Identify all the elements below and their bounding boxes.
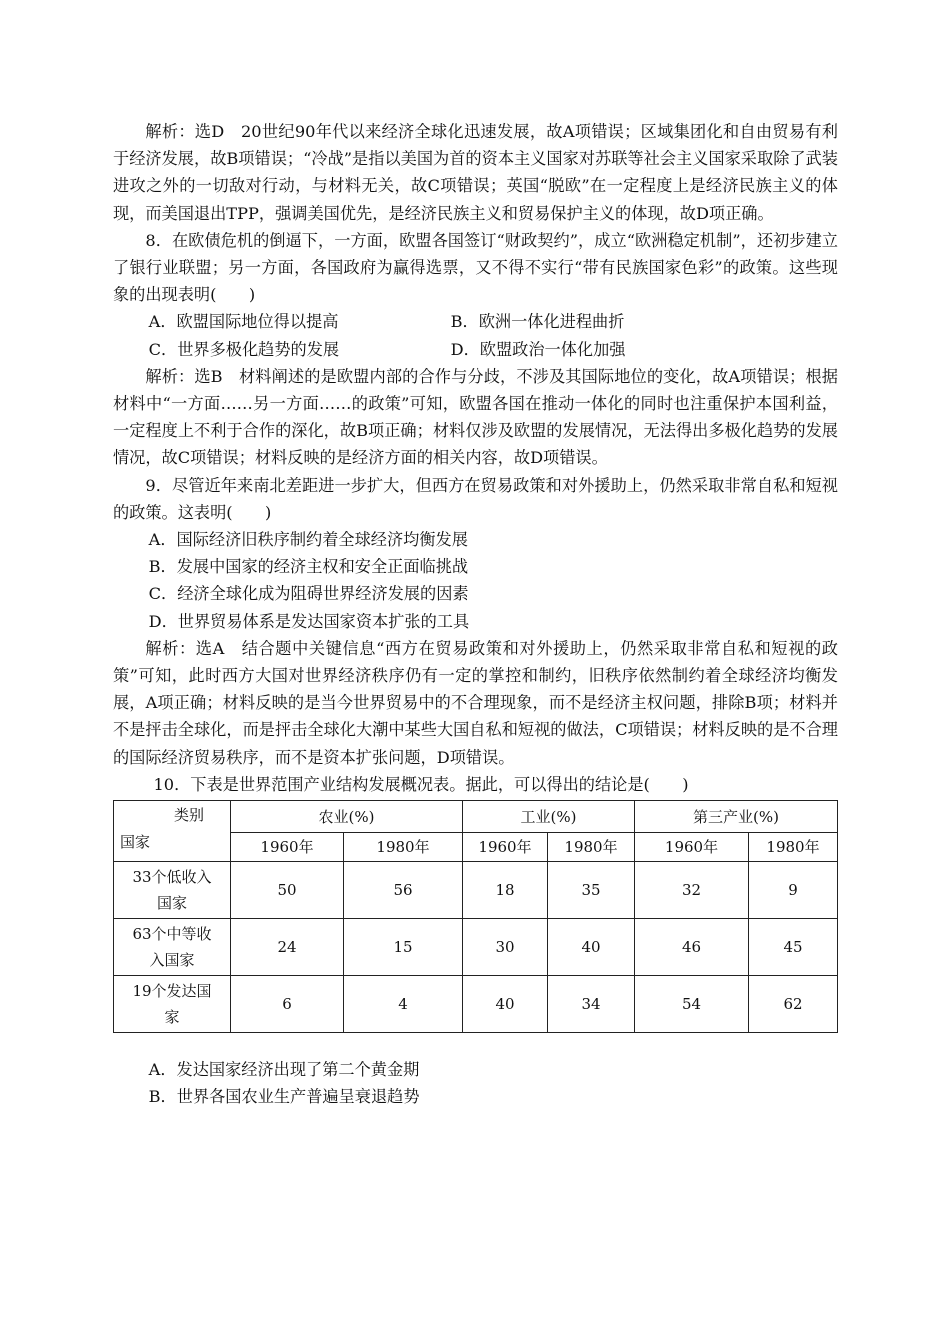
q10-option-b: B．世界各国农业生产普遍呈衰退趋势 <box>148 1087 420 1107</box>
table-row <box>114 862 838 919</box>
group-header-agriculture: 农业(%) <box>231 801 463 833</box>
corner-category-label: 类别 <box>173 806 204 825</box>
table-cell: 35 <box>548 862 635 919</box>
year-header: 1980年 <box>344 832 463 861</box>
year-header: 1980年 <box>749 832 838 861</box>
q8-options <box>113 308 838 362</box>
table-cell: 24 <box>231 919 344 976</box>
year-header: 1960年 <box>231 832 344 861</box>
table-cell: 50 <box>231 862 344 919</box>
table-cell: 45 <box>749 919 838 976</box>
table-cell: 15 <box>344 919 463 976</box>
q9-option-a: A．国际经济旧秩序制约着全球经济均衡发展 <box>148 530 468 550</box>
row-label: 63个中等收 入国家 <box>114 919 231 976</box>
q8-option-c: C．世界多极化趋势的发展 <box>148 339 340 359</box>
table-row <box>114 976 838 1033</box>
q8-option-d: D．欧盟政治一体化加强 <box>450 339 626 359</box>
table-cell: 56 <box>344 862 463 919</box>
group-header-tertiary: 第三产业(%) <box>635 801 838 833</box>
table-cell: 62 <box>749 976 838 1033</box>
q7-analysis: 解析：选D 20世纪90年代以来经济全球化迅速发展，故A项错误；区域集团化和自由贸易有利于经济发展，故B项错误；“冷战”是指以美国为首的资本主义国家对苏联等社会主义国家采取除了武装进攻之外的一切敌对行动，与材料无关，故C项错误；英国“脱欧”在一定程度上是经济民族主义的体现，而美国退出TPP，强调美国优先，是经济民族主义和贸易保护主义的体现，故D项正确。 <box>113 122 838 223</box>
industry-structure-table <box>113 800 838 1033</box>
q10-options <box>113 1056 838 1110</box>
q8-analysis: 解析：选B 材料阐述的是欧盟内部的合作与分歧，不涉及其国际地位的变化，故A项错误；根据材料中“一方面……另一方面……的政策”可知，欧盟各国在推动一体化的同时也注重保护本国利益，一定程度上不利于合作的深化，故B项正确；材料仅涉及欧盟的发展情况，无法得出多极化趋势的发展情况，故C项错误；材料反映的是经济方面的相关内容，故D项错误。 <box>113 366 838 468</box>
q8-stem: 8．在欧债危机的倒逼下，一方面，欧盟各国签订“财政契约”，成立“欧洲稳定机制”，还初步建立了银行业联盟；另一方面，各国政府为赢得选票，又不得不实行“带有民族国家色彩”的政策。这些现象的出现表明( ) <box>113 230 838 305</box>
table-cell: 32 <box>635 862 749 919</box>
q9-option-d: D．世界贸易体系是发达国家资本扩张的工具 <box>148 611 470 631</box>
table-row <box>114 919 838 976</box>
table-cell: 30 <box>463 919 548 976</box>
year-header: 1960年 <box>463 832 548 861</box>
q9-analysis: 解析：选A 结合题中关键信息“西方在贸易政策和对外援助上，仍然采取非常自私和短视的政策”可知，此时西方大国对世界经济秩序仍有一定的掌控和制约，旧秩序依然制约着全球经济均衡发展，A项正确；材料反映的是当今世界贸易中的不合理现象，而不是经济主权问题，排除B项；材料并不是抨击全球化，而是抨击全球化大潮中某些大国自私和短视的做法，C项错误；材料反映的是不合理的国际经济贸易秩序，而不是资本扩张问题，D项错误。 <box>113 638 838 767</box>
group-header-industry: 工业(%) <box>463 801 635 833</box>
table-cell: 34 <box>548 976 635 1033</box>
year-header: 1980年 <box>548 832 635 861</box>
year-header: 1960年 <box>635 832 749 861</box>
table-cell: 18 <box>463 862 548 919</box>
row-label: 33个低收入 国家 <box>114 862 231 919</box>
corner-country-label: 国家 <box>120 833 151 852</box>
q9-option-c: C．经济全球化成为阻碍世界经济发展的因素 <box>148 584 469 604</box>
table-cell: 4 <box>344 976 463 1033</box>
table-cell: 54 <box>635 976 749 1033</box>
table-corner-cell <box>114 801 231 862</box>
table-cell: 9 <box>749 862 838 919</box>
q9-option-b: B．发展中国家的经济主权和安全正面临挑战 <box>148 557 469 577</box>
table-cell: 40 <box>548 919 635 976</box>
document-page <box>113 118 838 1110</box>
q8-option-a: A．欧盟国际地位得以提高 <box>148 312 339 332</box>
row-label: 19个发达国 家 <box>114 976 231 1033</box>
q8-option-b: B．欧洲一体化进程曲折 <box>450 312 625 332</box>
q10-option-a: A．发达国家经济出现了第二个黄金期 <box>148 1060 420 1080</box>
table-cell: 6 <box>231 976 344 1033</box>
q9-stem: 9．尽管近年来南北差距进一步扩大，但西方在贸易政策和对外援助上，仍然采取非常自私和短视的政策。这表明( ) <box>113 475 838 522</box>
table-cell: 46 <box>635 919 749 976</box>
table-cell: 40 <box>463 976 548 1033</box>
q10-stem: 10．下表是世界范围产业结构发展概况表。据此，可以得出的结论是( ) <box>153 774 689 794</box>
